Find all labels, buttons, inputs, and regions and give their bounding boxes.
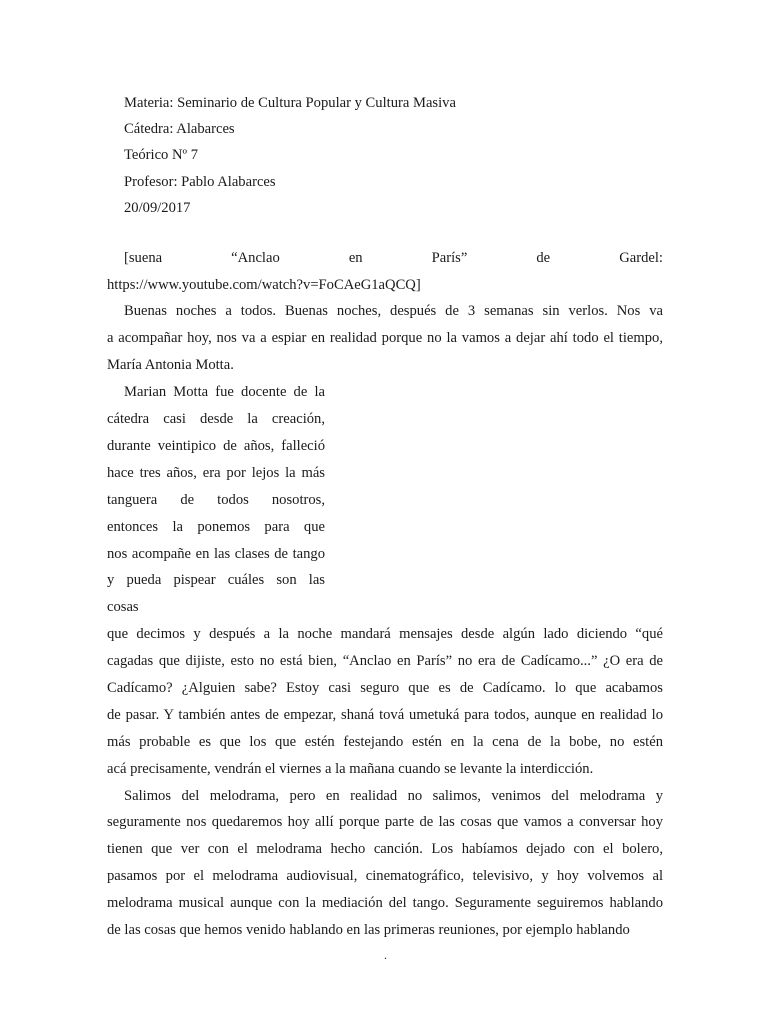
paragraph-line: durante veintipico de años, falleció: [107, 437, 325, 454]
paragraph-line: cosas: [107, 599, 139, 616]
lecture-number-line: Teórico Nº 7: [124, 147, 199, 164]
intro-word: de: [536, 250, 551, 266]
narrow-column: [107, 379, 325, 621]
paragraph-line: Cadícamo? ¿Alguien sabe? Estoy casi seguro que es de Cadícamo. lo que acabamos: [107, 679, 663, 696]
paragraph-2: [107, 379, 663, 782]
paragraph-line: tanguera de todos nosotros,: [107, 491, 325, 508]
paragraph-line: pasamos por el melodrama audiovisual, cinematográfico, televisivo, y hoy volvemos al: [107, 868, 663, 885]
intro-word: Gardel:: [619, 250, 663, 266]
paragraph-line: entonces la ponemos para que: [107, 518, 325, 535]
paragraph-line: Buenas noches a todos. Buenas noches, después de 3 semanas sin verlos. Nos va: [124, 303, 663, 320]
paragraph-line: seguramente nos quedaremos hoy allí porque parte de las cosas que vamos a conversar hoy: [107, 814, 663, 831]
paragraph-line: y pueda pispear cuáles son las: [107, 572, 325, 589]
intro-word: en: [348, 250, 363, 266]
paragraph-line: a acompañar hoy, nos va a espiar en realidad porque no la vamos a dejar ahí todo el tiempo,: [107, 330, 663, 347]
intro-word: “Anclao: [231, 250, 280, 266]
date-line: 20/09/2017: [124, 199, 191, 216]
paragraph-3: [107, 783, 663, 944]
intro-word: [suena: [124, 250, 163, 266]
paragraph-line: cagadas que dijiste, esto no está bien, “Anclao en París” no era de Cadícamo...” ¿O era de: [107, 653, 663, 670]
professor-line: Profesor: Pablo Alabarces: [124, 173, 276, 190]
paragraph-line: que decimos y después a la noche mandará mensajes desde algún lado diciendo “qué: [107, 626, 663, 643]
intro-paragraph: [107, 245, 663, 298]
paragraph-line: melodrama musical aunque con la mediación del tango. Seguramente seguiremos hablando: [107, 895, 663, 912]
paragraph-line: Marian Motta fue docente de la: [124, 384, 325, 401]
paragraph-line: de pasar. Y también antes de empezar, shaná tová umetuká para todos, aunque en realidad lo: [107, 706, 663, 723]
paragraph-line: hace tres años, era por lejos la más: [107, 464, 325, 481]
paragraph-line: cátedra casi desde la creación,: [107, 411, 325, 428]
intro-word: París”: [431, 250, 468, 266]
intro-first-line: [107, 245, 663, 272]
page-footer-mark: .: [384, 948, 387, 962]
paragraph-line: más probable es que los que estén festejando estén en la cena de la bobe, no estén: [107, 733, 663, 750]
paragraph-line: Salimos del melodrama, pero en realidad no salimos, venimos del melodrama y: [124, 787, 663, 804]
paragraph-line: tienen que ver con el melodrama hecho canción. Los habíamos dejado con el bolero,: [107, 841, 663, 858]
document-header: [124, 90, 456, 221]
chair-line: Cátedra: Alabarces: [124, 121, 235, 138]
paragraph-line: nos acompañe en las clases de tango: [107, 545, 325, 562]
paragraph-line: María Antonia Motta.: [107, 357, 234, 374]
youtube-link[interactable]: https://www.youtube.com/watch?v=FoCAeG1aQCQ]: [107, 276, 421, 293]
paragraph-line: de las cosas que hemos venido hablando en las primeras reuniones, por ejemplo hablando: [107, 921, 630, 938]
subject-line: Materia: Seminario de Cultura Popular y Cultura Masiva: [124, 95, 456, 111]
paragraph-line: acá precisamente, vendrán el viernes a la mañana cuando se levante la interdicción.: [107, 760, 594, 777]
document-body: [107, 245, 663, 944]
paragraph-1: [107, 298, 663, 379]
wide-column: [107, 621, 663, 782]
